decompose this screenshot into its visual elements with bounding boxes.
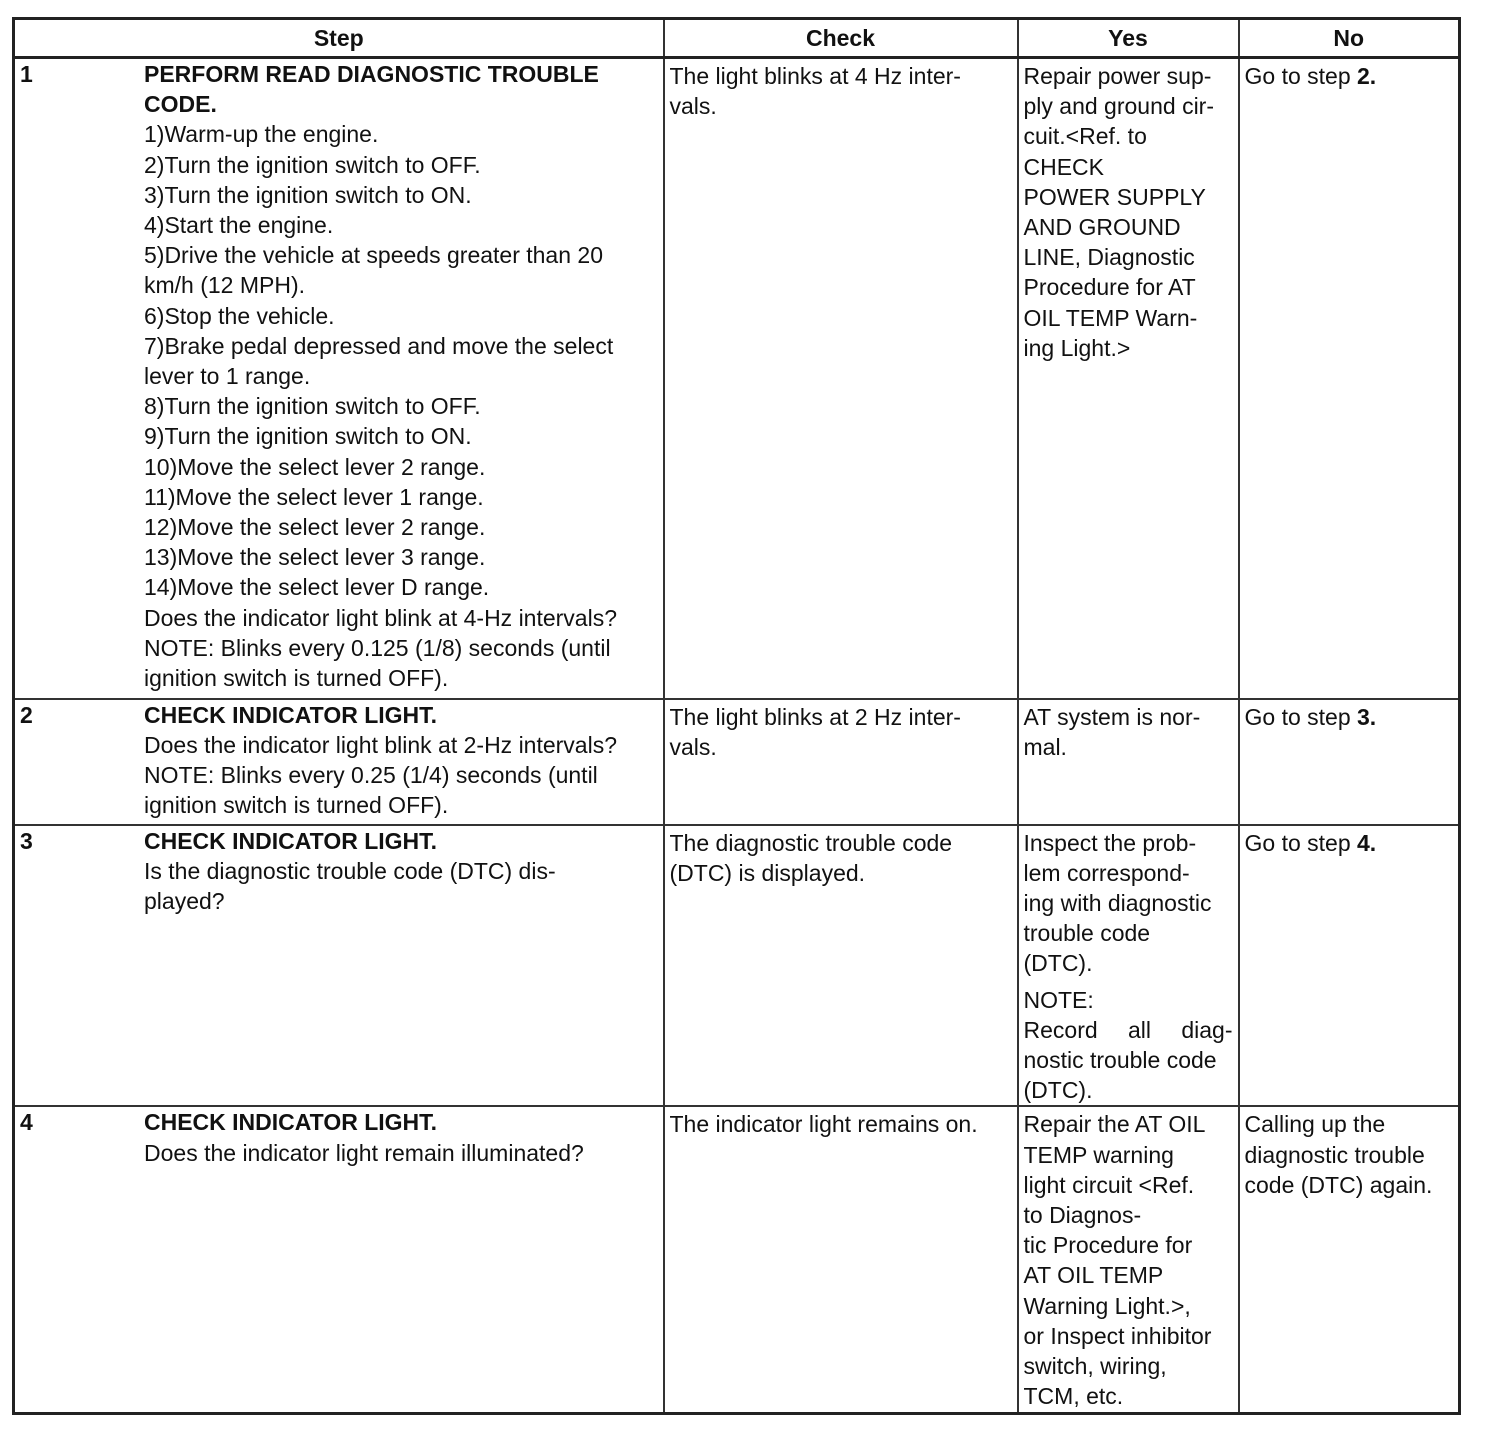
check-cell (664, 58, 1018, 699)
no-text: Go to step (1244, 703, 1358, 730)
yes-text-line: (DTC). (1023, 950, 1093, 977)
yes-text-line: Repair power sup- (1023, 63, 1212, 89)
yes-cell (1018, 1106, 1239, 1413)
no-text-line: Calling up the (1244, 1111, 1386, 1138)
step-text-line: 13)Move the select lever 3 range. (144, 544, 486, 571)
step-text-line: NOTE: Blinks every 0.125 (1/8) seconds (until (144, 634, 611, 661)
no-step-ref: 2. (1357, 63, 1377, 89)
step-text-line: Does the indicator light remain illuminated? (144, 1139, 584, 1166)
yes-text-line: lem correspond- (1023, 859, 1190, 886)
yes-note-line: NOTE: (1023, 986, 1094, 1013)
step-title: PERFORM READ DIAGNOSTIC TROUBLE (144, 61, 599, 87)
step-text-line: 4)Start the engine. (144, 212, 334, 239)
yes-text-line: Inspect the prob- (1023, 829, 1197, 856)
step-text-line: 12)Move the select lever 2 range. (144, 514, 486, 541)
step-cell (14, 58, 664, 699)
diagnostic-procedure-table (12, 17, 1461, 1415)
yes-cell (1018, 699, 1239, 825)
step-text-line: Does the indicator light blink at 4-Hz intervals? (144, 604, 618, 631)
yes-text-line: AT OIL TEMP (1023, 1262, 1164, 1289)
table-row (14, 699, 1460, 825)
table-row (14, 825, 1460, 1107)
check-text-line: vals. (669, 93, 717, 120)
step-title: CODE. (144, 91, 217, 118)
yes-text-line: CHECK (1023, 153, 1105, 180)
step-text-line: 1)Warm-up the engine. (144, 121, 379, 148)
step-text-line: ignition switch is turned OFF). (144, 792, 449, 819)
yes-cell (1018, 825, 1239, 1107)
no-cell (1239, 825, 1460, 1107)
no-text: Go to step (1244, 829, 1358, 856)
yes-text-line: ing Light.> (1023, 334, 1131, 361)
step-text-line: 8)Turn the ignition switch to OFF. (144, 393, 481, 420)
step-number: 1 (20, 61, 33, 87)
step-cell (14, 1106, 664, 1413)
step-text-line: Is the diagnostic trouble code (DTC) dis- (144, 857, 556, 884)
check-text-line: The diagnostic trouble code (669, 829, 953, 856)
yes-note-line: nostic trouble code (1023, 1046, 1217, 1073)
step-number: 3 (20, 827, 33, 854)
step-text-line: km/h (12 MPH). (144, 272, 306, 299)
no-step-ref: 4. (1357, 829, 1377, 856)
header-check: Check (664, 19, 1018, 58)
yes-text-line: trouble code (1023, 920, 1151, 947)
table-header-row (14, 19, 1460, 58)
yes-text-line: ply and ground cir- (1023, 93, 1214, 120)
yes-text-line: LINE, Diagnostic (1023, 244, 1195, 271)
table-row (14, 1106, 1460, 1413)
yes-text-line: AND GROUND (1023, 214, 1181, 241)
step-title: CHECK INDICATOR LIGHT. (144, 701, 438, 728)
step-text-line: 14)Move the select lever D range. (144, 574, 490, 601)
check-text-line: The indicator light remains on. (669, 1111, 978, 1138)
no-step-ref: 3. (1357, 703, 1377, 730)
step-number: 2 (20, 701, 33, 728)
step-text-line: 2)Turn the ignition switch to OFF. (144, 151, 481, 178)
no-text-line: diagnostic trouble (1244, 1141, 1425, 1168)
step-text-line: ignition switch is turned OFF). (144, 665, 449, 692)
check-text-line: The light blinks at 4 Hz inter- (669, 63, 961, 89)
yes-text-line: ing with diagnostic (1023, 889, 1212, 916)
step-text-line: NOTE: Blinks every 0.25 (1/4) seconds (until (144, 761, 598, 788)
yes-text-line: Procedure for AT (1023, 274, 1196, 301)
check-cell (664, 825, 1018, 1107)
table-row (14, 58, 1460, 699)
yes-text-line: TEMP warning (1023, 1141, 1174, 1168)
check-cell (664, 1106, 1018, 1413)
step-text-line: 5)Drive the vehicle at speeds greater than 20 (144, 242, 603, 269)
yes-text-line: Warning Light.>, (1023, 1292, 1191, 1319)
no-cell (1239, 699, 1460, 825)
no-text: Go to step (1244, 63, 1358, 89)
yes-text-line: OIL TEMP Warn- (1023, 304, 1198, 331)
header-step: Step (14, 19, 664, 58)
check-text-line: The light blinks at 2 Hz inter- (669, 703, 961, 730)
yes-note-line: (DTC). (1023, 1077, 1093, 1104)
yes-text-line: or Inspect inhibitor (1023, 1322, 1212, 1349)
step-title: CHECK INDICATOR LIGHT. (144, 1109, 438, 1136)
yes-text-line: switch, wiring, (1023, 1352, 1167, 1379)
check-text-line: (DTC) is displayed. (669, 859, 866, 886)
yes-text-line: AT system is nor- (1023, 703, 1201, 730)
yes-text-line: light circuit <Ref. (1023, 1171, 1195, 1198)
yes-text-line: to Diagnos- (1023, 1201, 1142, 1228)
no-text-line: code (DTC) again. (1244, 1171, 1433, 1198)
no-cell (1239, 1106, 1460, 1413)
yes-text-line: mal. (1023, 733, 1067, 760)
check-cell (664, 699, 1018, 825)
no-cell (1239, 58, 1460, 699)
step-cell (14, 699, 664, 825)
step-text-line: 3)Turn the ignition switch to ON. (144, 181, 472, 208)
yes-note-line: Record all diag- (1023, 1016, 1233, 1043)
yes-text-line: POWER SUPPLY (1023, 183, 1206, 210)
yes-text-line: Repair the AT OIL (1023, 1111, 1206, 1138)
yes-text-line: tic Procedure for (1023, 1232, 1193, 1259)
step-cell (14, 825, 664, 1107)
step-text-line: 10)Move the select lever 2 range. (144, 453, 486, 480)
step-text-line: 9)Turn the ignition switch to ON. (144, 423, 472, 450)
step-title: CHECK INDICATOR LIGHT. (144, 827, 438, 854)
step-text-line: lever to 1 range. (144, 363, 311, 390)
check-text-line: vals. (669, 733, 717, 760)
step-text-line: Does the indicator light blink at 2-Hz intervals? (144, 731, 618, 758)
yes-text-line: cuit.<Ref. to (1023, 123, 1147, 150)
step-text-line: 6)Stop the vehicle. (144, 302, 335, 329)
yes-text-line: TCM, etc. (1023, 1383, 1124, 1410)
step-text-line: 7)Brake pedal depressed and move the select (144, 332, 614, 359)
yes-cell (1018, 58, 1239, 699)
step-text-line: 11)Move the select lever 1 range. (144, 483, 484, 510)
step-number: 4 (20, 1109, 33, 1136)
header-yes: Yes (1018, 19, 1239, 58)
step-text-line: played? (144, 887, 225, 914)
header-no: No (1239, 19, 1460, 58)
